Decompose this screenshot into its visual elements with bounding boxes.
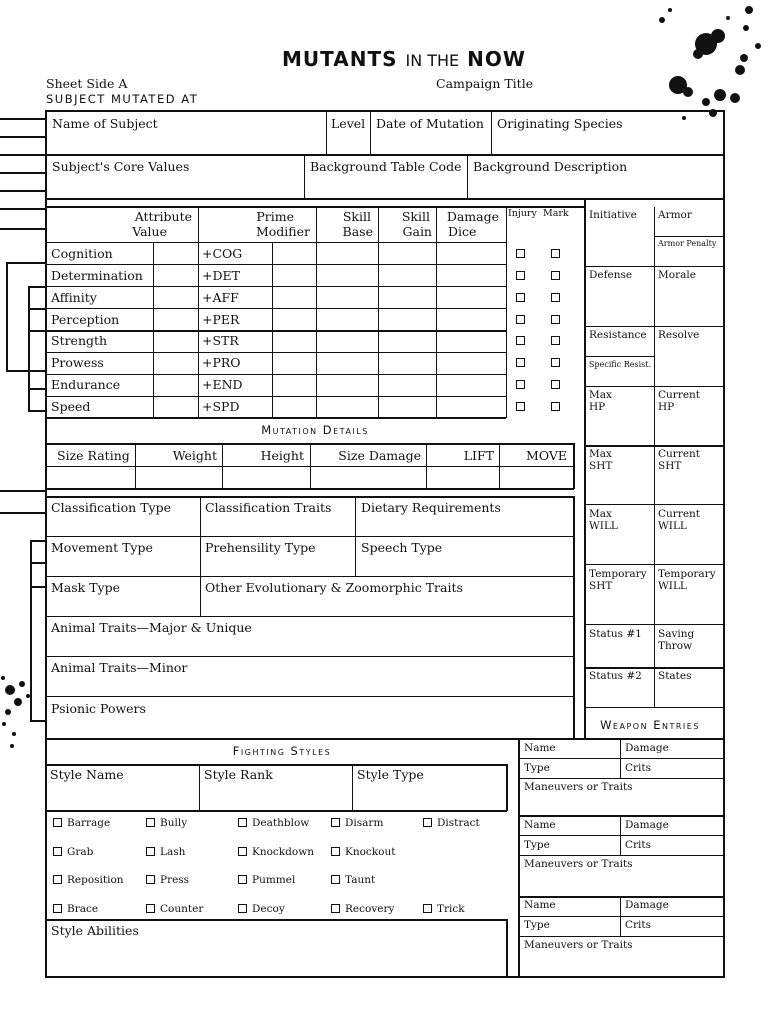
states-field[interactable]: States: [658, 670, 692, 682]
injury-checkbox[interactable]: [516, 358, 525, 367]
move-field[interactable]: MOVE: [526, 448, 567, 463]
logo: [282, 48, 526, 70]
speech-type-field[interactable]: Speech Type: [361, 540, 443, 555]
other-traits-field[interactable]: Other Evolutionary & Zoomorphic Traits: [205, 580, 463, 595]
max-sht-label-1: Max: [589, 448, 612, 460]
minor-animal-traits-field[interactable]: Animal Traits—Minor: [51, 660, 188, 675]
maneuver-taunt[interactable]: Taunt: [331, 875, 375, 887]
injury-checkbox[interactable]: [516, 336, 525, 345]
weight-field[interactable]: Weight: [172, 448, 217, 463]
resistance-field[interactable]: Resistance: [589, 329, 647, 341]
maneuver-recovery[interactable]: Recovery: [331, 904, 394, 916]
attribute-value-header-2: Value: [132, 224, 167, 239]
weapon-crits-field[interactable]: Crits: [625, 839, 652, 851]
weapon-name-field[interactable]: Name: [524, 742, 556, 754]
max-will-label-1: Max: [589, 508, 612, 520]
injury-checkbox[interactable]: [516, 249, 525, 258]
temporary-will-label-1: Temporary: [658, 568, 716, 580]
prime-modifier-label: +AFF: [202, 290, 239, 305]
weapon-maneuvers-field[interactable]: Maneuvers or Traits: [524, 781, 633, 793]
checkbox-icon: [238, 847, 247, 856]
skill-base-header-2: Base: [342, 224, 373, 239]
damage-dice-header-2: Dice: [448, 224, 477, 239]
weapon-type-field[interactable]: Type: [524, 919, 550, 931]
prime-modifier-label: +COG: [202, 246, 243, 261]
attribute-name: Perception: [51, 312, 120, 327]
max-hp-label-2: HP: [589, 401, 606, 413]
mark-header: Mark: [543, 208, 569, 219]
movement-type-field[interactable]: Movement Type: [51, 540, 153, 555]
attribute-name: Strength: [51, 333, 108, 348]
weapon-crits-field[interactable]: Crits: [625, 919, 652, 931]
max-will-label-2: WILL: [589, 520, 618, 532]
weapon-name-field[interactable]: Name: [524, 899, 556, 911]
prime-modifier-header-1: Prime: [256, 209, 294, 224]
mask-type-field[interactable]: Mask Type: [51, 580, 121, 595]
armor-penalty-field[interactable]: Armor Penalty: [658, 239, 717, 248]
status-1-field[interactable]: Status #1: [589, 628, 642, 640]
mutation-details-title: Mutation Details: [261, 423, 369, 437]
core-values-field[interactable]: Subject's Core Values: [52, 159, 190, 174]
prime-modifier-label: +PER: [202, 312, 240, 327]
maneuver-trick[interactable]: Trick: [423, 904, 465, 916]
initiative-field[interactable]: Initiative: [589, 209, 637, 221]
weapon-damage-field[interactable]: Damage: [625, 819, 669, 831]
attribute-name: Determination: [51, 268, 143, 283]
current-hp-label-1: Current: [658, 389, 701, 401]
size-rating-field[interactable]: Size Rating: [57, 448, 130, 463]
psionic-powers-field[interactable]: Psionic Powers: [51, 701, 146, 716]
ink-splatter-left: [0, 660, 46, 760]
sheet-side-label: Sheet Side A: [46, 76, 128, 91]
injury-checkbox[interactable]: [516, 271, 525, 280]
style-type-field[interactable]: Style Type: [357, 767, 424, 782]
maneuver-barrage[interactable]: Barrage: [53, 818, 110, 830]
checkbox-icon: [238, 875, 247, 884]
prehensility-type-field[interactable]: Prehensility Type: [205, 540, 316, 555]
temporary-sht-label-1: Temporary: [589, 568, 647, 580]
name-of-subject-field[interactable]: Name of Subject: [52, 116, 158, 131]
current-will-label-2: WILL: [658, 520, 687, 532]
specific-resist-field[interactable]: Specific Resist.: [589, 360, 652, 369]
checkbox-icon: [53, 818, 62, 827]
logo-now: NOW: [467, 47, 526, 71]
mark-checkbox[interactable]: [551, 358, 560, 367]
injury-checkbox[interactable]: [516, 380, 525, 389]
weapon-name-field[interactable]: Name: [524, 819, 556, 831]
morale-field[interactable]: Morale: [658, 269, 696, 281]
maneuver-knockdown[interactable]: Knockdown: [238, 847, 314, 859]
prime-modifier-label: +SPD: [202, 399, 240, 414]
prime-modifier-label: +DET: [202, 268, 240, 283]
weapon-crits-field[interactable]: Crits: [625, 762, 652, 774]
saving-throw-label-1: Saving: [658, 628, 695, 640]
style-name-field[interactable]: Style Name: [50, 767, 124, 782]
attribute-name: Cognition: [51, 246, 113, 261]
campaign-title-label: Campaign Title: [436, 76, 534, 91]
mark-checkbox[interactable]: [551, 293, 560, 302]
checkbox-icon: [331, 904, 340, 913]
prime-modifier-label: +PRO: [202, 355, 241, 370]
attribute-name: Speed: [51, 399, 91, 414]
date-of-mutation-field[interactable]: Date of Mutation: [376, 116, 484, 131]
injury-checkbox[interactable]: [516, 315, 525, 324]
weapon-entries-title: Weapon Entries: [600, 718, 700, 732]
checkbox-icon: [423, 818, 432, 827]
mark-checkbox[interactable]: [551, 249, 560, 258]
attribute-name: Endurance: [51, 377, 121, 392]
current-sht-label-1: Current: [658, 448, 701, 460]
maneuver-brace[interactable]: Brace: [53, 904, 98, 916]
maneuver-counter[interactable]: Counter: [146, 904, 203, 916]
skill-gain-header-2: Gain: [402, 224, 432, 239]
style-abilities-field[interactable]: Style Abilities: [51, 923, 139, 938]
mark-checkbox[interactable]: [551, 336, 560, 345]
weapon-maneuvers-field[interactable]: Maneuvers or Traits: [524, 939, 633, 951]
prime-modifier-label: +END: [202, 377, 243, 392]
height-field[interactable]: Height: [260, 448, 304, 463]
maneuver-pummel[interactable]: Pummel: [238, 875, 295, 887]
weapon-damage-field[interactable]: Damage: [625, 899, 669, 911]
status-2-field[interactable]: Status #2: [589, 670, 642, 682]
checkbox-icon: [238, 818, 247, 827]
checkbox-icon: [146, 904, 155, 913]
mark-checkbox[interactable]: [551, 271, 560, 280]
skill-gain-header-1: Skill: [401, 209, 430, 224]
maneuver-distract[interactable]: Distract: [423, 818, 480, 830]
saving-throw-label-2: Throw: [658, 640, 693, 652]
defense-field[interactable]: Defense: [589, 269, 633, 281]
checkbox-icon: [53, 904, 62, 913]
temporary-will-label-2: WILL: [658, 580, 687, 592]
max-sht-label-2: SHT: [589, 460, 613, 472]
temporary-sht-label-2: SHT: [589, 580, 613, 592]
mark-checkbox[interactable]: [551, 315, 560, 324]
weapon-damage-field[interactable]: Damage: [625, 742, 669, 754]
mark-checkbox[interactable]: [551, 380, 560, 389]
logo-mutants: MUTANTS: [282, 47, 398, 71]
logo-in-the: IN THE: [405, 51, 460, 70]
subject-mutated-at-label: SUBJECT MUTATED AT: [46, 92, 199, 106]
maneuver-knockout[interactable]: Knockout: [331, 847, 395, 859]
checkbox-icon: [146, 875, 155, 884]
injury-header: Injury: [508, 208, 537, 219]
dietary-requirements-field[interactable]: Dietary Requirements: [361, 500, 501, 515]
prime-modifier-header-2: Modifier: [255, 224, 310, 239]
checkbox-icon: [146, 818, 155, 827]
classification-traits-field[interactable]: Classification Traits: [205, 500, 332, 515]
lift-field[interactable]: LIFT: [463, 448, 494, 463]
max-hp-label-1: Max: [589, 389, 612, 401]
mark-checkbox[interactable]: [551, 402, 560, 411]
checkbox-icon: [53, 875, 62, 884]
weapon-maneuvers-field[interactable]: Maneuvers or Traits: [524, 858, 633, 870]
level-field[interactable]: Level: [331, 116, 366, 131]
current-hp-label-2: HP: [658, 401, 675, 413]
maneuver-deathblow[interactable]: Deathblow: [238, 818, 309, 830]
prime-modifier-label: +STR: [202, 333, 239, 348]
style-rank-field[interactable]: Style Rank: [204, 767, 273, 782]
size-damage-field[interactable]: Size Damage: [338, 448, 421, 463]
skill-base-header-1: Skill: [342, 209, 371, 224]
maneuver-bully[interactable]: Bully: [146, 818, 187, 830]
injury-checkbox[interactable]: [516, 402, 525, 411]
attribute-value-header-1: Attribute: [134, 209, 192, 224]
checkbox-icon: [238, 904, 247, 913]
background-description-field[interactable]: Background Description: [473, 159, 628, 174]
resolve-field[interactable]: Resolve: [658, 329, 700, 341]
current-will-label-1: Current: [658, 508, 701, 520]
maneuver-lash[interactable]: Lash: [146, 847, 185, 859]
maneuver-decoy[interactable]: Decoy: [238, 904, 285, 916]
major-animal-traits-field[interactable]: Animal Traits—Major & Unique: [51, 620, 252, 635]
attribute-name: Prowess: [51, 355, 104, 370]
attribute-name: Affinity: [51, 290, 97, 305]
maneuver-press[interactable]: Press: [146, 875, 189, 887]
checkbox-icon: [53, 847, 62, 856]
fighting-styles-title: Fighting Styles: [232, 744, 332, 758]
injury-checkbox[interactable]: [516, 293, 525, 302]
current-sht-label-2: SHT: [658, 460, 682, 472]
armor-field[interactable]: Armor: [658, 209, 692, 221]
maneuver-reposition[interactable]: Reposition: [53, 875, 124, 887]
weapon-type-field[interactable]: Type: [524, 762, 550, 774]
checkbox-icon: [146, 847, 155, 856]
damage-dice-header-1: Damage: [446, 209, 499, 224]
checkbox-icon: [423, 904, 432, 913]
maneuver-disarm[interactable]: Disarm: [331, 818, 383, 830]
background-table-code-field[interactable]: Background Table Code: [310, 159, 462, 174]
maneuver-grab[interactable]: Grab: [53, 847, 93, 859]
checkbox-icon: [331, 847, 340, 856]
weapon-type-field[interactable]: Type: [524, 839, 550, 851]
checkbox-icon: [331, 875, 340, 884]
originating-species-field[interactable]: Originating Species: [497, 116, 623, 131]
checkbox-icon: [331, 818, 340, 827]
classification-type-field[interactable]: Classification Type: [51, 500, 172, 515]
